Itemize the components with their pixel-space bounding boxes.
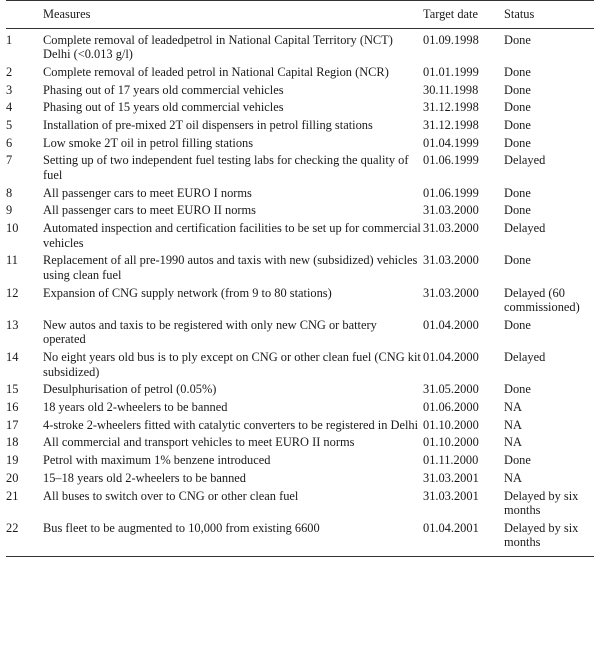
row-number: 1 (6, 32, 13, 47)
row-number: 2 (6, 64, 13, 79)
table-row (6, 418, 594, 436)
row-status: Done (504, 317, 531, 332)
row-measure: Expansion of CNG supply network (from 9 to 80 stations) (43, 285, 332, 300)
row-target-date: 01.11.2000 (423, 453, 479, 468)
row-target-date: 01.06.1999 (423, 153, 479, 168)
header-measures: Measures (42, 1, 422, 29)
table-row (6, 83, 594, 101)
table-row (6, 186, 594, 204)
table-row (6, 153, 594, 185)
table-row (6, 489, 594, 521)
row-status: Done (504, 185, 531, 200)
row-number: 12 (6, 285, 19, 300)
row-number: 3 (6, 82, 13, 97)
row-measure: Complete removal of leaded petrol in National Capital Region (NCR) (43, 64, 389, 79)
row-measure: Low smoke 2T oil in petrol filling stations (43, 135, 254, 150)
row-measure: All commercial and transport vehicles to meet EURO II norms (43, 435, 355, 450)
row-number: 22 (6, 521, 42, 557)
row-target-date: 01.04.2001 (422, 521, 503, 557)
table-row (6, 221, 594, 253)
row-status: Delayed by six months (504, 488, 579, 518)
table-header (6, 1, 594, 29)
row-measure: All passenger cars to meet EURO I norms (43, 185, 252, 200)
table-row (6, 253, 594, 285)
table-row (6, 435, 594, 453)
table-row (6, 203, 594, 221)
row-number: 21 (6, 488, 19, 503)
row-target-date: 31.12.1998 (423, 117, 479, 132)
row-number: 20 (6, 470, 19, 485)
table-row (6, 65, 594, 83)
row-number: 4 (6, 100, 13, 115)
row-status: Done (504, 100, 531, 115)
row-target-date: 31.03.2001 (423, 470, 479, 485)
row-number: 15 (6, 382, 19, 397)
header-number (6, 1, 42, 29)
row-target-date: 31.03.2000 (423, 285, 479, 300)
row-number: 14 (6, 350, 19, 365)
row-target-date: 01.01.1999 (423, 64, 479, 79)
row-number: 17 (6, 417, 19, 432)
header-target-date: Target date (422, 1, 503, 29)
row-target-date: 31.03.2000 (423, 220, 479, 235)
row-number: 8 (6, 185, 13, 200)
row-target-date: 01.10.2000 (423, 435, 479, 450)
table-row (6, 318, 594, 350)
row-status: NA (504, 435, 522, 450)
row-target-date: 01.06.2000 (423, 400, 479, 415)
row-target-date: 01.06.1999 (423, 185, 479, 200)
row-measure: Setting up of two independent fuel testing labs for checking the quality of fuel (43, 153, 409, 182)
row-status: Done (504, 135, 531, 150)
row-measure: New autos and taxis to be registered with only new CNG or battery operated (43, 317, 377, 347)
row-number: 10 (6, 220, 19, 235)
row-target-date: 01.10.2000 (423, 417, 479, 432)
row-number: 7 (6, 153, 13, 168)
table-row (6, 28, 594, 65)
table-row (6, 382, 594, 400)
row-number: 9 (6, 203, 13, 218)
row-measure: All passenger cars to meet EURO II norms (43, 203, 256, 218)
row-status: Done (504, 382, 531, 397)
row-status: Done (504, 82, 531, 97)
row-number: 16 (6, 400, 19, 415)
row-measure: Phasing out of 15 years old commercial vehicles (43, 100, 284, 115)
table-body (6, 28, 594, 556)
table-row (6, 400, 594, 418)
table-row (6, 350, 594, 382)
row-status: Done (504, 64, 531, 79)
row-measure: Petrol with maximum 1% benzene introduced (43, 453, 271, 468)
row-target-date: 31.12.1998 (423, 100, 479, 115)
row-status: Delayed by six months (503, 521, 594, 557)
row-target-date: 01.09.1998 (423, 32, 479, 47)
row-status: Delayed (504, 153, 546, 168)
row-measure: 15–18 years old 2-wheelers to be banned (43, 470, 247, 485)
row-status: Delayed (504, 350, 546, 365)
row-status: Done (504, 117, 531, 132)
row-number: 11 (6, 253, 18, 268)
row-measure: Replacement of all pre-1990 autos and taxis with new (subsidized) vehicles using clean fuel (43, 253, 418, 282)
row-target-date: 01.04.1999 (423, 135, 479, 150)
row-number: 6 (6, 135, 13, 150)
row-status: NA (504, 417, 522, 432)
row-measure: Bus fleet to be augmented to 10,000 from existing 6600 (42, 521, 422, 557)
header-row (6, 1, 594, 29)
row-status: NA (504, 400, 522, 415)
row-measure: 4-stroke 2-wheelers fitted with catalytic converters to be registered in Delhi (43, 417, 419, 432)
row-number: 19 (6, 453, 19, 468)
row-measure: All buses to switch over to CNG or other clean fuel (43, 488, 299, 503)
row-status: Done (504, 32, 531, 47)
table-row (6, 286, 594, 318)
row-status: NA (504, 470, 522, 485)
row-target-date: 30.11.1998 (423, 82, 479, 97)
row-measure: 18 years old 2-wheelers to be banned (43, 400, 228, 415)
row-target-date: 01.04.2000 (423, 317, 479, 332)
row-target-date: 31.05.2000 (423, 382, 479, 397)
row-status: Delayed (60 commissioned) (504, 285, 580, 315)
table-row (6, 453, 594, 471)
table-row (6, 471, 594, 489)
row-status: Done (504, 453, 531, 468)
table-row (6, 118, 594, 136)
row-status: Done (504, 253, 531, 268)
row-target-date: 31.03.2000 (423, 203, 479, 218)
measures-table (6, 0, 594, 557)
row-measure: Phasing out of 17 years old commercial vehicles (43, 82, 284, 97)
row-number: 5 (6, 117, 13, 132)
table-row (6, 521, 594, 557)
row-status: Done (504, 203, 531, 218)
row-measure: No eight years old bus is to ply except on CNG or other clean fuel (CNG kit subsidized) (43, 350, 421, 379)
row-target-date: 01.04.2000 (423, 350, 479, 365)
table-row (6, 100, 594, 118)
row-measure: Installation of pre-mixed 2T oil dispensers in petrol filling stations (43, 117, 373, 132)
header-status: Status (503, 1, 594, 29)
row-measure: Automated inspection and certification facilities to be set up for commercial vehicles (43, 220, 421, 250)
table-row (6, 136, 594, 154)
row-measure: Desulphurisation of petrol (0.05%) (43, 382, 217, 397)
row-number: 13 (6, 317, 19, 332)
row-number: 18 (6, 435, 19, 450)
row-target-date: 31.03.2000 (423, 253, 479, 268)
row-target-date: 31.03.2001 (423, 488, 479, 503)
row-measure: Complete removal of leadedpetrol in National Capital Territory (NCT) Delhi (<0.013 g/l) (43, 32, 393, 62)
row-status: Delayed (504, 220, 546, 235)
